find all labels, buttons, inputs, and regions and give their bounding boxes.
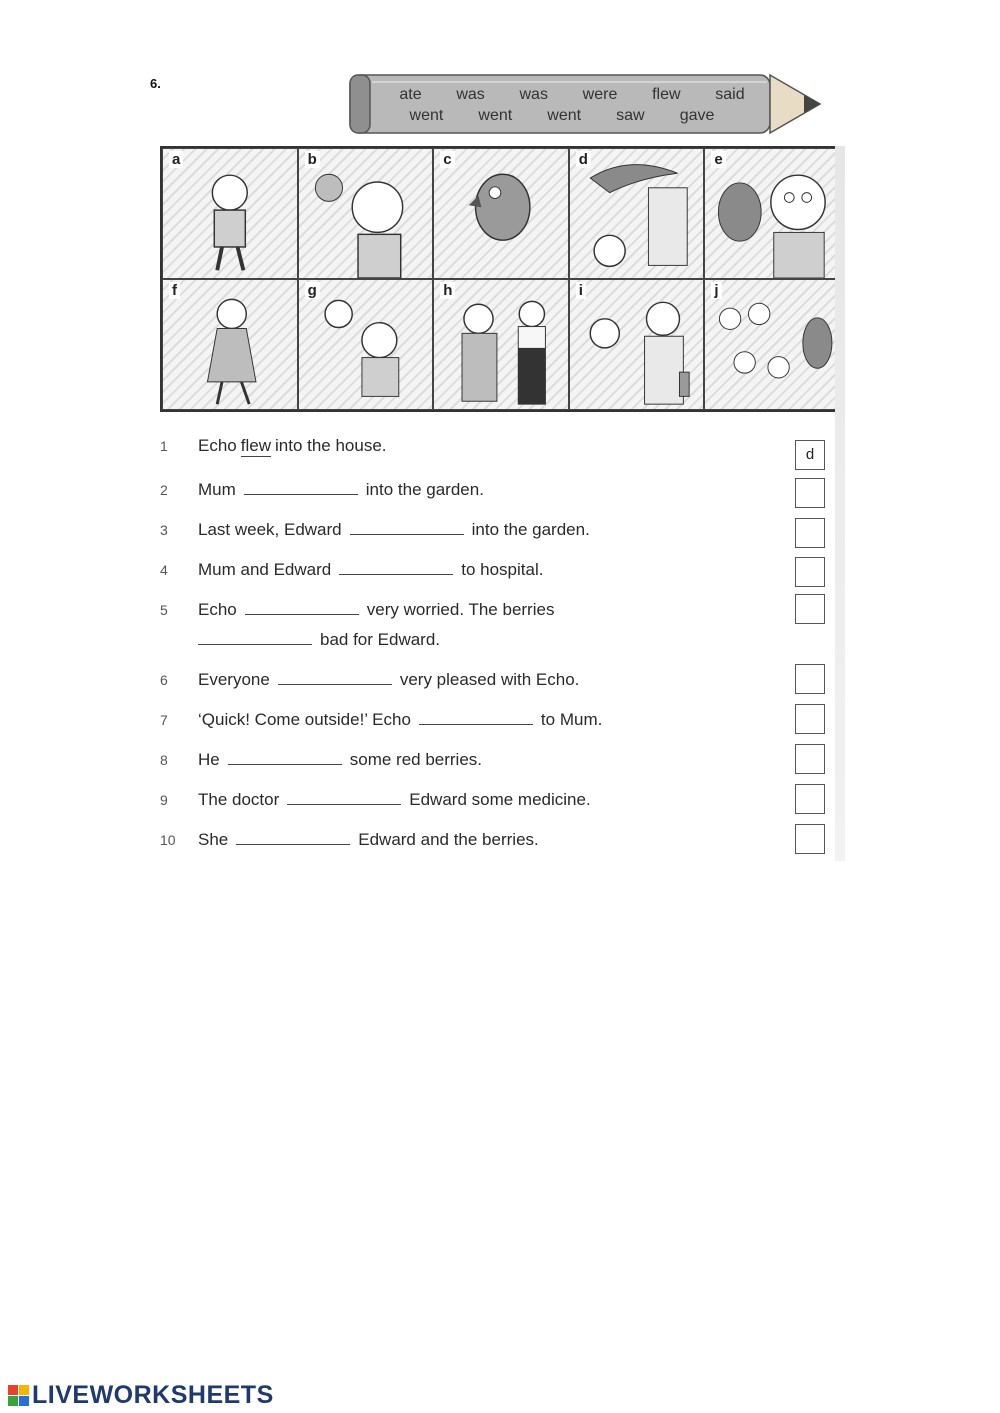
word-bank-pencil [342,72,832,138]
sentence-6 [160,668,780,690]
answer-blank-9[interactable] [287,788,401,805]
doctor-medicine-illustration [570,280,704,409]
sentence-text-after: Edward and the berries. [358,830,539,849]
panel-label: g [305,282,320,299]
word-bank-word: saw [616,107,645,124]
sentence-text-before: Mum [198,480,236,499]
picture-story-grid [160,146,842,412]
sentence-number: 8 [160,752,168,768]
sentence-text-before: Mum and Edward [198,560,332,579]
sentence-8 [160,748,780,770]
picture-panel-b [298,148,434,279]
sentence-text-after: to hospital. [461,560,544,579]
picture-panel-a [162,148,298,279]
answer-blank-5b[interactable] [198,628,312,645]
sentence-text-after: into the garden. [365,480,484,499]
sentence-3 [160,518,780,540]
sentence-text-after: some red berries. [349,750,483,769]
sentence-number: 6 [160,672,168,688]
answer-box-4[interactable] [795,557,825,587]
answer-box-7[interactable] [795,704,825,734]
answer-box-5[interactable] [795,594,825,624]
sentence-2 [160,478,780,500]
answer-blank-3[interactable] [350,518,464,535]
sentence-number: 7 [160,712,168,728]
sentence-4 [160,558,780,580]
answer-box-8[interactable] [795,744,825,774]
answer-box-2[interactable] [795,478,825,508]
word-bank-word: was [519,86,548,103]
sentence-5-continuation [198,628,440,650]
liveworksheets-logo [8,1381,274,1410]
word-bank-word: flew [652,86,681,103]
answer-blank-4[interactable] [339,558,453,575]
logo-text: LIVEWORKSHEETS [32,1381,274,1409]
panel-label: d [576,151,591,168]
picture-panel-c [433,148,569,279]
sentence-text-continuation: bad for Edward. [320,630,441,649]
word-bank-word: were [582,86,618,103]
picture-panel-g [298,279,434,410]
mum-running-illustration [163,280,297,409]
sentence-10 [160,828,780,850]
answer-box-3[interactable] [795,518,825,548]
panel-label: h [440,282,455,299]
answer-blank-7[interactable] [419,708,533,725]
word-bank-word: went [409,107,444,124]
answer-box-6[interactable] [795,664,825,694]
answer-blank-2[interactable] [244,478,358,495]
sentence-text-after: Edward some medicine. [409,790,591,809]
exercise-number: 6. [150,76,161,91]
sentence-text-before: He [198,750,220,769]
family-celebrating-illustration [705,280,839,409]
answer-box-10[interactable] [795,824,825,854]
panel-label: e [711,151,725,168]
sentence-1 [160,436,780,457]
pencil-icon [342,72,832,138]
sentence-number: 3 [160,522,168,538]
boy-eating-berries-illustration [299,149,433,278]
word-bank-word: gave [679,107,715,124]
sentence-text-before: Last week, Edward [198,520,342,539]
sentence-7 [160,708,780,730]
sentence-number: 9 [160,792,168,808]
panel-label: j [711,282,721,299]
sentence-number: 5 [160,602,168,618]
sentence-text-after: into the house. [274,436,387,455]
panel-label: c [440,151,454,168]
sentence-text-before: She [198,830,229,849]
hospital-nurse-illustration [434,280,568,409]
picture-panel-j [704,279,840,410]
sentence-text-after: to Mum. [540,710,603,729]
word-bank-word: said [715,86,745,103]
mum-and-parrot-illustration [705,149,839,278]
panel-label: i [576,282,586,299]
sentence-text-before: Echo [198,600,237,619]
answer-blank-6[interactable] [278,668,392,685]
sentence-text-before: Echo [198,436,237,455]
boy-walking-illustration [163,149,297,278]
sentence-text-before: Everyone [198,670,270,689]
sentence-text-after: into the garden. [471,520,590,539]
picture-panel-d [569,148,705,279]
panel-label: b [305,151,320,168]
panel-label: a [169,151,183,168]
sentence-text-after: very worried. The berries [366,600,555,619]
sentence-number: 4 [160,562,168,578]
answer-blank-8[interactable] [228,748,342,765]
answer-blank-10[interactable] [236,828,350,845]
answer-box-9[interactable] [795,784,825,814]
word-bank-word: went [478,107,513,124]
picture-panel-h [433,279,569,410]
sentence-5 [160,598,780,620]
example-answer: flew [240,436,271,455]
sentence-9 [160,788,780,810]
logo-blocks-icon [8,1385,30,1407]
word-bank-word: ate [399,86,422,103]
word-bank-row-2 [392,107,732,125]
sentence-text-before: ‘Quick! Come outside!’ Echo [198,710,411,729]
sentence-text-before: The doctor [198,790,280,809]
picture-panel-f [162,279,298,410]
picture-panel-e [704,148,840,279]
answer-box-1[interactable]: d [795,440,825,470]
word-bank-row-1 [382,86,762,104]
word-bank-word: was [456,86,485,103]
sentence-text-after: very pleased with Echo. [399,670,580,689]
picture-panel-i [569,279,705,410]
scan-edge-shadow [835,146,845,861]
parrot-watching-illustration [434,149,568,278]
panel-label: f [169,282,180,299]
sentence-number: 1 [160,438,168,454]
answer-blank-5a[interactable] [245,598,359,615]
sentence-number: 2 [160,482,168,498]
sentence-number: 10 [160,832,176,848]
word-bank-word: went [547,107,582,124]
mum-finds-boy-illustration [299,280,433,409]
parrot-flying-illustration [570,149,704,278]
